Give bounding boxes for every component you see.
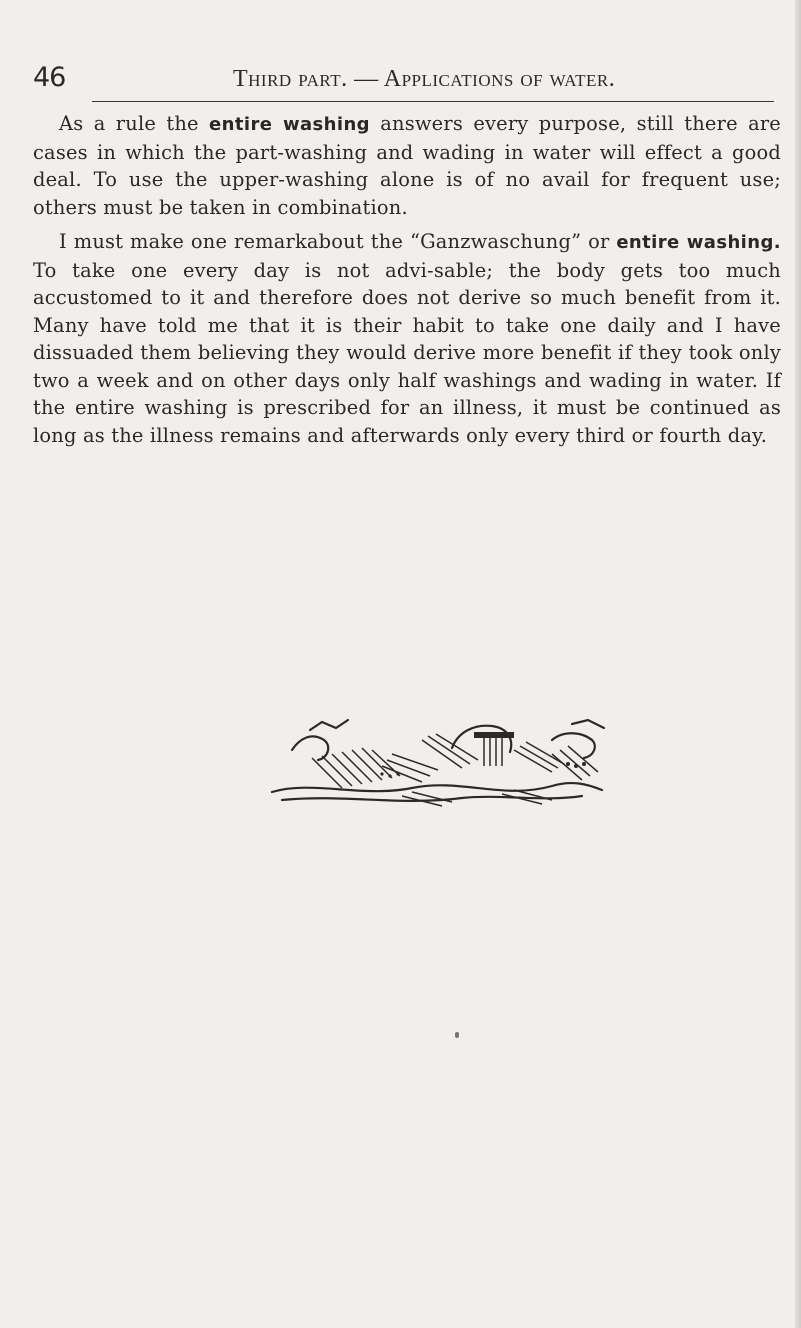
paragraph-2-text-before: I must make one remarkabout the “Ganzwaschung” or <box>59 230 617 253</box>
body-text <box>33 110 781 449</box>
paragraph-1-text-after: answers every purpose, still there are cases in which the part-washing and wading in water will effect a good deal. To use the upper-washing alone is of no avail for frequent use; others must be taken in combination. <box>33 112 781 219</box>
page-header <box>33 60 773 100</box>
paragraph-1 <box>33 110 781 221</box>
ink-speck <box>455 1032 459 1038</box>
paragraph-1-emphasis: entire washing <box>209 114 370 135</box>
page-edge <box>795 0 801 1328</box>
ornamental-vignette-icon <box>252 710 622 810</box>
paragraph-2-text-after: To take one every day is not advi-sable; the body gets too much accustomed to it and therefore does not derive so much benefit from it. Many have told me that it is their habit to take one daily and I have dissuaded them believing they would derive more benefit if they took only two a week and on other days only half washings and wading in water. If the entire washing is prescribed for an illness, it must be continued as long as the illness remains and afterwards only every third or fourth day. <box>33 258 781 447</box>
paragraph-2-emphasis: entire washing. <box>616 232 781 253</box>
running-head: Third part. — Applications of water. <box>233 66 616 92</box>
page-number: 46 <box>33 62 66 93</box>
paragraph-1-text-before: As a rule the <box>59 112 210 135</box>
header-rule <box>92 101 774 102</box>
paragraph-2 <box>33 228 781 449</box>
